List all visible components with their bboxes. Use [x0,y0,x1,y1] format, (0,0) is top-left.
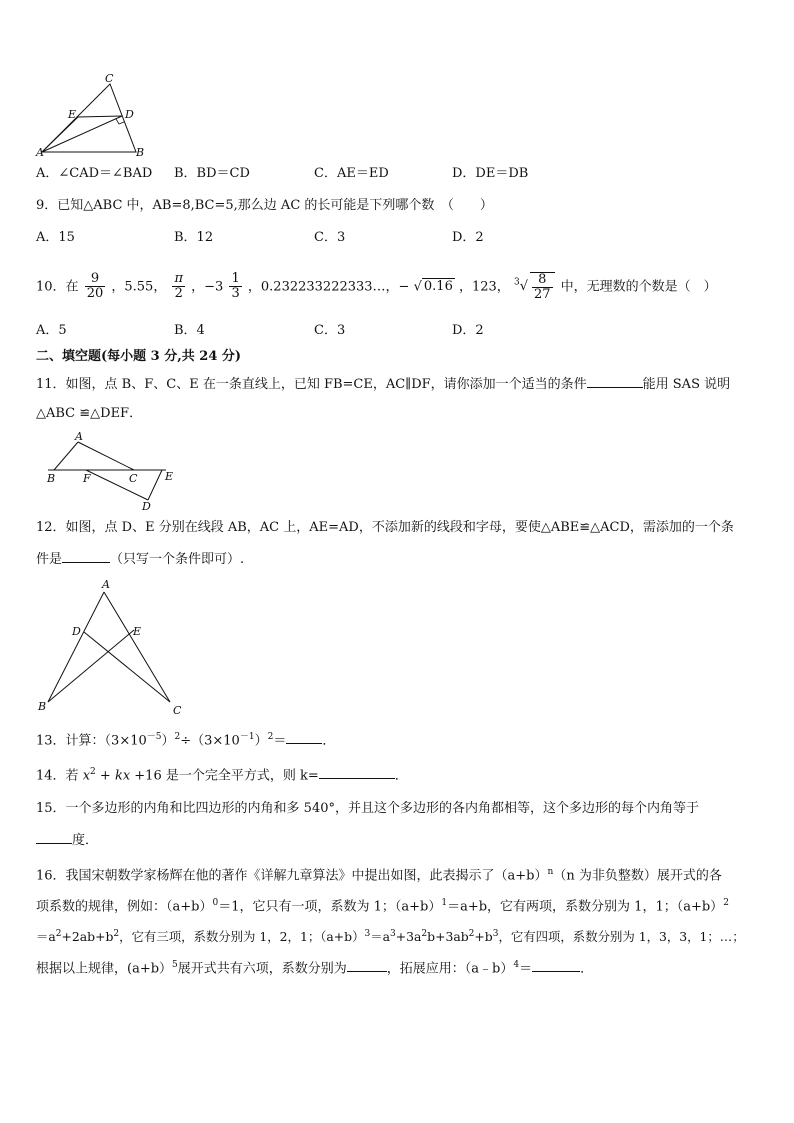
q10-radical-sign: √ [413,279,422,295]
q10-sqrt [414,278,455,294]
q11-line-1 [36,375,730,394]
q10-sqrt-body: 0.16 [423,279,453,295]
q16-l3-h: ，它有四项，系数分别为 1，3，3，1；…； [498,929,745,945]
q13-exp-4: 2 [267,732,274,742]
q10-fraction-9-20 [85,272,106,301]
q14-text-b: + [95,768,115,784]
q13-text-a: 13．计算：（3×10 [36,733,147,749]
q10-f4-den: 27 [533,286,551,302]
q10-cbrt [513,271,557,302]
q9-option-b: B．12 [174,230,214,245]
q16-l2-exp2: 2 [723,898,729,908]
q10-f3-num: 1 [231,271,240,287]
q16-l4-a: 根据以上规律，(a+b） [36,961,173,977]
q10-text-2: ，−3 [191,279,224,295]
q11-segment-ac [78,442,134,470]
q12-answer-blank[interactable] [62,550,110,563]
q12-text-a: 件是 [36,552,63,567]
q11-line-2: △ABC ≌△DEF． [36,406,143,421]
q16-l3-a: ＝a [36,929,56,945]
q15-line-2 [36,831,98,850]
q10-cbrt-index: 3 [513,278,520,288]
q11-label-d: D [142,500,151,513]
q10-stem [36,263,717,307]
q8-option-c: C．AE＝ED [314,166,389,181]
q16-l3-s7: 3 [492,929,499,939]
q8-label-a: A [36,146,44,159]
q11-figure [44,430,184,515]
q16-line-1 [36,863,722,885]
q16-l3-g: +b [474,929,493,945]
q13-exp-2: 2 [174,732,181,742]
q11-label-a: A [75,430,83,443]
q12-segment-ab [48,592,104,702]
q12-label-b: B [38,700,47,713]
section-2-heading: 二、填空题(每小题 3 分,共 24 分) [36,349,242,364]
q8-segment-ad [42,116,122,152]
q11-segment-de [148,470,162,500]
q16-line-2 [36,894,729,916]
q16-l4-e: ． [580,961,594,977]
q16-l4-b: 展开式共有六项，系数分别为 [177,961,347,977]
q13-exp-3: －1 [239,732,255,742]
q12-label-c: C [173,704,182,717]
q10-text-5: 中，无理数的个数是（ ） [560,279,717,295]
q11-segment-fd [86,470,148,500]
q10-prefix: 10．在 [36,279,79,295]
q16-l4-exp4: 4 [513,960,520,970]
q10-f2-num: π [174,271,184,287]
q11-text-a: 11．如图，点 B、F、C、E 在一条直线上，已知 FB=CE，AC∥DF，请你添加一个适当的条件 [36,377,587,392]
q9-option-a: A．15 [36,230,75,245]
q13-text-b: ） [161,733,175,749]
q12-line-1: 12．如图，点 D、E 分别在线段 AB，AC 上，AE=AD，不添加新的线段和字母，要使△ABE≌△ACD，需添加的一个条 [36,520,734,535]
q10-f2-den: 2 [174,286,183,302]
q15-text: 度． [72,833,99,848]
q13-exp-1: －5 [146,732,162,742]
q10-text-3: ，0.232233222333…，− [247,279,410,295]
q16-l3-s1: 2 [55,929,62,939]
q16-l4-d: ＝ [519,961,533,977]
q12-segment-cd [84,632,170,702]
q13-text-c: ÷（3×10 [180,733,240,749]
q16-line-3 [36,925,745,946]
q8-label-b: B [136,146,145,159]
q12-line-2 [36,550,244,569]
q14-text-d: ． [394,768,408,784]
q16-l2-exp0: 0 [212,898,219,908]
q14-answer-blank[interactable] [319,766,395,779]
q16-answer-blank-2[interactable] [532,959,580,972]
q10-f3-den: 3 [231,286,240,302]
q16-l3-b: +2ab+b [61,929,114,945]
q10-option-b: B．4 [174,323,205,338]
q8-triangle [42,84,136,152]
q8-label-c: C [105,72,114,85]
q14-text-c: +16 是一个完全平方式，则 k= [130,768,319,784]
q11-label-f: F [83,472,91,485]
q16-l2-b: ＝1，它只有一项，系数为 1；（a+b） [218,899,442,915]
q8-option-d: D．DE＝DB [452,166,529,181]
q10-text-1: ，5.55， [111,279,167,295]
q10-f4-num: 8 [532,273,553,288]
q14-var-x: x [82,768,91,784]
q16-l3-e: +3a [395,929,422,945]
q16-l3-c: ，它有三项，系数分别为 1，2，1；（a+b） [119,929,365,945]
q8-segment-ea [42,117,78,152]
q16-l1-b: （n 为非负整数）展开式的各 [553,868,722,884]
q10-option-a: A．5 [36,323,67,338]
q10-fraction-1-3 [229,272,241,301]
q9-option-c: C．3 [314,230,346,245]
q16-l2-a: 项系数的规律，例如：（a+b） [36,899,213,915]
q12-label-e: E [133,625,142,638]
q12-label-a: A [102,578,110,591]
q16-l3-f: b+3ab [427,929,469,945]
q14-text-a: 14．若 [36,768,83,784]
q16-l1-a: 16．我国宋朝数学家杨辉在他的著作《详解九章算法》中提出如图，此表揭示了（a+b） [36,868,548,884]
q13-line [36,728,335,750]
q15-answer-blank[interactable] [36,831,72,844]
q16-l4-exp5: 5 [172,960,178,970]
q14-exp: 2 [90,767,96,777]
q8-label-e: E [68,108,77,121]
q16-l2-exp1: 1 [441,898,448,908]
q8-option-a: A．∠CAD＝∠BAD [36,166,153,181]
q13-text-d: ） [254,733,268,749]
q11-label-b: B [47,472,56,485]
q13-answer-blank[interactable] [286,731,322,744]
q16-l4-c: ，拓展应用：（a﹣b） [386,961,514,977]
q8-option-b: B．BD＝CD [174,166,250,181]
q8-label-d: D [125,108,134,121]
q11-text-b: 能用 SAS 说明 [642,377,731,392]
q12-text-b: （只写一个条件即可）. [110,552,245,567]
q9-option-d: D．2 [452,230,484,245]
q16-l3-s4: 3 [390,929,396,939]
q10-f1-num: 9 [85,272,106,287]
q10-f1-den: 20 [86,286,104,302]
q8-right-angle-mark [116,119,124,124]
q16-answer-blank-1[interactable] [347,959,387,972]
q12-figure [36,580,196,720]
q14-var-kx: kx [114,768,131,784]
q16-l2-c: ＝a+b，它有两项，系数分别为 1，1；（a+b） [447,899,724,915]
q12-label-d: D [72,625,81,638]
q8-segment-ed [78,116,122,117]
q10-fraction-8-27 [530,272,555,302]
q10-fraction-pi-2 [172,272,185,301]
q16-l3-s5: 2 [421,929,428,939]
q16-l3-s2: 2 [113,929,120,939]
q12-segment-be [48,630,134,702]
q10-text-4: ，123， [458,279,510,295]
q16-l3-s6: 2 [468,929,475,939]
q11-segment-ab [54,442,78,470]
q16-l3-d: ＝a [370,929,391,945]
q16-line-4 [36,956,593,978]
q10-option-d: D．2 [452,323,484,338]
q10-option-c: C．3 [314,323,346,338]
q15-line-1: 15．一个多边形的内角和比四边形的内角和多 540°，并且这个多边形的各内角都相等，这个多边形的每个内角等于 [36,801,699,816]
q9-stem: 9．已知△ABC 中，AB=8,BC=5,那么边 AC 的长可能是下列哪个数 （ ） [36,198,493,213]
q14-line [36,763,408,785]
q16-l3-s3: 3 [364,929,371,939]
q13-text-e: ＝ [273,733,287,749]
q10-cbrt-radical-sign: √ [519,279,528,295]
q13-text-f: ． [322,733,336,749]
q11-label-c: C [129,472,138,485]
q16-l1-exp: n [547,867,554,877]
q11-answer-blank[interactable] [587,375,643,388]
q11-label-e: E [165,470,174,483]
